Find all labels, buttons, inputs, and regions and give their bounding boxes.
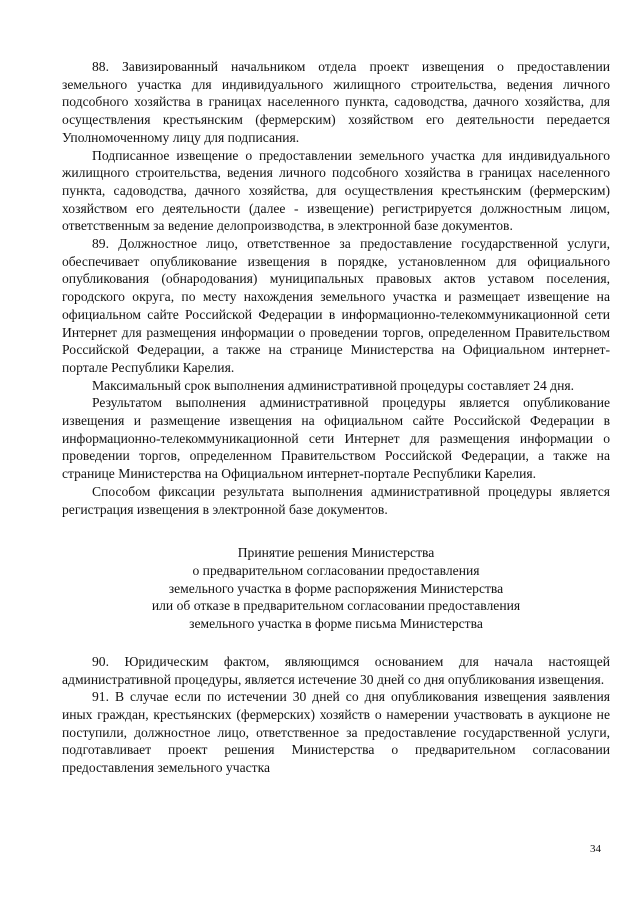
section-heading-line: или об отказе в предварительном согласовании предоставления bbox=[151, 598, 521, 614]
paragraph-result: Результатом выполнения административной процедуры является опубликование извещения и размещение извещения на официальном сайте Российской Федерации в информационно-телекоммуникационной сети Интернет для размещения информации о проведении торгов, определенном Правительством Российской Федерации, а также на странице Министерства на Официальном интернет-портале Республики Карелия. bbox=[62, 395, 610, 482]
paragraph-91: 91. В случае если по истечении 30 дней со дня опубликования извещения заявления иных граждан, крестьянских (фермерских) хозяйств о намерении участвовать в аукционе не поступили, должностное лицо, ответственное за предоставление государственной услуги, подготавливает проект решения Министерства о предварительном согласовании предоставления земельного участка bbox=[62, 689, 610, 776]
section-heading-line: земельного участка в форме распоряжения Министерства bbox=[168, 580, 504, 596]
section-heading-line: Принятие решения Министерства bbox=[237, 545, 435, 561]
page-number: 34 bbox=[590, 843, 601, 855]
section-heading-line: земельного участка в форме письма Министерства bbox=[189, 616, 483, 632]
document-body bbox=[62, 58, 610, 777]
paragraph-88: 88. Завизированный начальником отдела проект извещения о предоставлении земельного участка для индивидуального жилищного строительства, ведения личного подсобного хозяйства в границах населенного пункта, садоводства, дачного хозяйства, для осуществления крестьянским (фермерским) хозяйством его деятельности передается Уполномоченному лицу для подписания. bbox=[62, 59, 610, 145]
paragraph-fixation: Способом фиксации результата выполнения административной процедуры является регистрация извещения в электронной базе документов. bbox=[62, 483, 610, 517]
paragraph-signed-notice: Подписанное извещение о предоставлении земельного участка для индивидуального жилищного строительства, ведения личного подсобного хозяйства в границах населенного пункта, садоводства, дачного хозяйства, для осуществления крестьянским (фермерским) хозяйством его деятельности (далее - извещение) регистрируется должностным лицом, ответственным за ведение делопроизводства, в электронной базе документов. bbox=[62, 147, 610, 234]
section-heading-line: о предварительном согласовании предоставления bbox=[192, 562, 480, 578]
paragraph-89: 89. Должностное лицо, ответственное за предоставление государственной услуги, обеспечивает опубликование извещения в порядке, установленном для официального опубликования (обнародования) муниципальных правовых актов уставом поселения, городского округа, по месту нахождения земельного участка и размещает извещение на официальном сайте Российской Федерации в информационно-телекоммуникационной сети Интернет для размещения информации о проведении торгов, определенном Правительством Российской Федерации, а также на странице Министерства на Официальном интернет-портале Республики Карелия. bbox=[62, 236, 610, 375]
paragraph-max-term: Максимальный срок выполнения административной процедуры составляет 24 дня. bbox=[92, 377, 575, 393]
paragraph-90: 90. Юридическим фактом, являющимся основанием для начала настоящей административной процедуры, является истечение 30 дней со дня опубликования извещения. bbox=[62, 653, 610, 687]
section-heading bbox=[62, 544, 610, 633]
